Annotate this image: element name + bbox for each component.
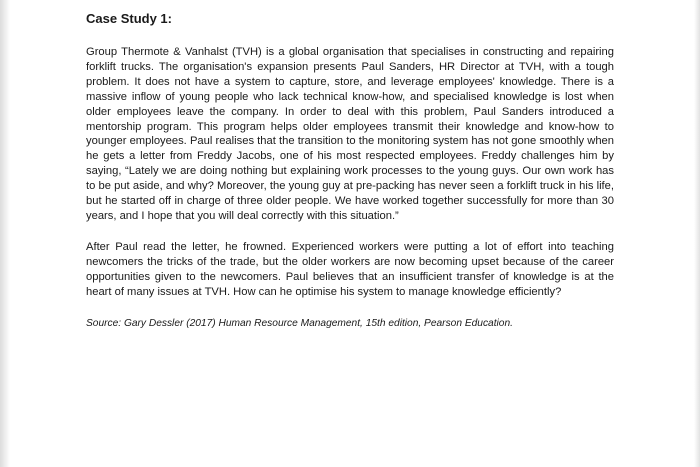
case-study-document (86, 11, 614, 331)
case-study-paragraph-2: After Paul read the letter, he frowned. Experienced workers were putting a lot of effort into teaching newcomers the tricks of the trade, but the older workers are now becoming upset because of the career opportunities given to the newcomers. Paul believes that an insufficient transfer of knowledge is at the heart of many issues at TVH. How can he optimise his system to manage knowledge efficiently? (86, 240, 614, 298)
case-study-title: Case Study 1: (86, 11, 172, 26)
page-left-shadow (0, 0, 10, 467)
source-citation: Source: Gary Dessler (2017) Human Resource Management, 15th edition, Pearson Education. (86, 317, 513, 329)
page-right-shadow (694, 0, 700, 467)
case-study-paragraph-1: Group Thermote & Vanhalst (TVH) is a global organisation that specialises in constructing and repairing forklift trucks. The organisation's expansion presents Paul Sanders, HR Director at TVH, with a tough problem. It does not have a system to capture, store, and leverage employees' knowledge. There is a massive inflow of young people who lack technical know-how, and specialised knowledge is lost when older employees leave the company. In order to deal with this problem, Paul Sanders introduced a mentorship program. This program helps older employees transmit their knowledge and know-how to younger employees. Paul realises that the transition to the monitoring system has not gone smoothly when he gets a letter from Freddy Jacobs, one of his most respected employees. Freddy challenges him by saying, “Lately we are doing nothing but explaining work processes to the young guys. Our own work has to be put aside, and why? Moreover, the young guy at pre-packing has never seen a forklift truck in his life, but he started off in charge of three older people. We have worked together successfully for more than 30 years, and I hope that you will deal correctly with this situation.” (86, 46, 614, 222)
